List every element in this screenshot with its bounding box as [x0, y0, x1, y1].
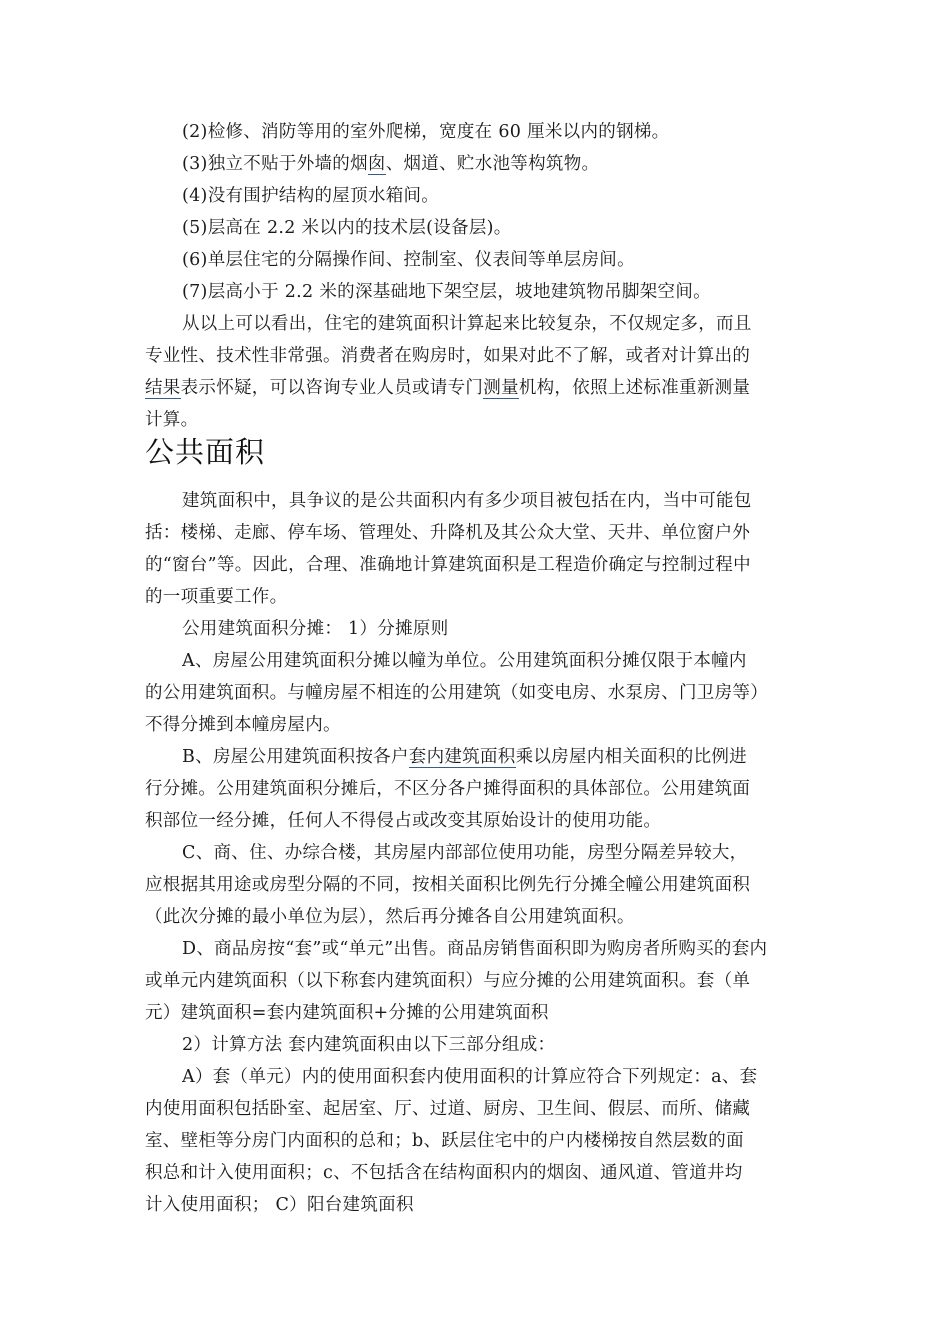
list-item: (2)检修、消防等用的室外爬梯，宽度在 60 厘米以内的钢梯。: [182, 122, 670, 142]
paragraph-line: （此次分摊的最小单位为层），然后再分摊各自公用建筑面积。: [145, 907, 635, 927]
paragraph-line: 结果表示怀疑，可以咨询专业人员或请专门测量机构，依照上述标准重新测量: [145, 378, 751, 398]
paragraph-line: 从以上可以看出，住宅的建筑面积计算起来比较复杂，不仅规定多，而且: [182, 314, 752, 334]
exclusion-list: [145, 116, 810, 436]
paragraph-line: 计算。: [145, 410, 199, 430]
section-heading: 公共面积: [145, 435, 266, 469]
paragraph-line: 积总和计入使用面积；c、不包括含在结构面积内的烟囱、通风道、管道井均: [145, 1163, 743, 1183]
paragraph-line: 的公用建筑面积。与幢房屋不相连的公用建筑（如变电房、水泵房、门卫房等）: [145, 683, 768, 703]
paragraph-line: A、房屋公用建筑面积分摊以幢为单位。公用建筑面积分摊仅限于本幢内: [182, 651, 747, 671]
list-item: (7)层高小于 2.2 米的深基础地下架空层，坡地建筑物吊脚架空间。: [182, 282, 711, 302]
paragraph-line: D、商品房按“套”或“单元”出售。商品房销售面积即为购房者所购买的套内: [182, 939, 768, 959]
hyperlink-result[interactable]: 结果: [145, 378, 181, 398]
paragraph-line: B、房屋公用建筑面积按各户套内建筑面积乘以房屋内相关面积的比例进: [182, 747, 747, 767]
list-item: (3)独立不贴于外墙的烟囱、烟道、贮水池等构筑物。: [182, 154, 600, 174]
paragraph-line: 的一项重要工作。: [145, 587, 288, 607]
list-item: (6)单层住宅的分隔操作间、控制室、仪表间等单层房间。: [182, 250, 635, 270]
paragraph-line: 建筑面积中，具争议的是公共面积内有多少项目被包括在内，当中可能包: [182, 491, 752, 511]
paragraph-line: 计入使用面积； C）阳台建筑面积: [145, 1195, 414, 1215]
paragraph-line: 或单元内建筑面积（以下称套内建筑面积）与应分摊的公用建筑面积。套（单: [145, 971, 751, 991]
hyperlink-measure[interactable]: 测量: [483, 378, 519, 398]
paragraph-line: 的“窗台”等。因此，合理、准确地计算建筑面积是工程造价确定与控制过程中: [145, 555, 751, 575]
paragraph-line: 2）计算方法 套内建筑面积由以下三部分组成：: [182, 1035, 556, 1055]
paragraph-line: 行分摊。公用建筑面积分摊后，不区分各户摊得面积的具体部位。公用建筑面: [145, 779, 751, 799]
paragraph-line: 室、壁柜等分房门内面积的总和；b、跃层住宅中的户内楼梯按自然层数的面: [145, 1131, 744, 1151]
paragraph-line: 应根据其用途或房型分隔的不同，按相关面积比例先行分摊全幢公用建筑面积: [145, 875, 751, 895]
hyperlink-unit-area[interactable]: 套内建筑面积: [408, 747, 516, 767]
paragraph-line: 公用建筑面积分摊： 1）分摊原则: [182, 619, 449, 639]
list-item: (4)没有围护结构的屋顶水箱间。: [182, 186, 440, 206]
paragraph-line: 元）建筑面积=套内建筑面积+分摊的公用建筑面积: [145, 1003, 549, 1023]
paragraph-line: 专业性、技术性非常强。消费者在购房时，如果对此不了解，或者对计算出的: [145, 346, 751, 366]
paragraph-line: 积部位一经分摊，任何人不得侵占或改变其原始设计的使用功能。: [145, 811, 662, 831]
public-area-body: [145, 485, 810, 1221]
hyperlink-chimney[interactable]: 囱: [367, 154, 386, 174]
list-item: (5)层高在 2.2 米以内的技术层(设备层)。: [182, 218, 512, 238]
paragraph-line: 不得分摊到本幢房屋内。: [145, 715, 341, 735]
paragraph-line: C、商、住、办综合楼，其房屋内部部位使用功能，房型分隔差异较大，: [182, 843, 748, 863]
paragraph-line: 括：楼梯、走廊、停车场、管理处、升降机及其公众大堂、天井、单位窗户外: [145, 523, 751, 543]
paragraph-line: 内使用面积包括卧室、起居室、厅、过道、厨房、卫生间、假层、而所、储藏: [145, 1099, 751, 1119]
paragraph-line: A）套（单元）内的使用面积套内使用面积的计算应符合下列规定：a、套: [182, 1067, 758, 1087]
